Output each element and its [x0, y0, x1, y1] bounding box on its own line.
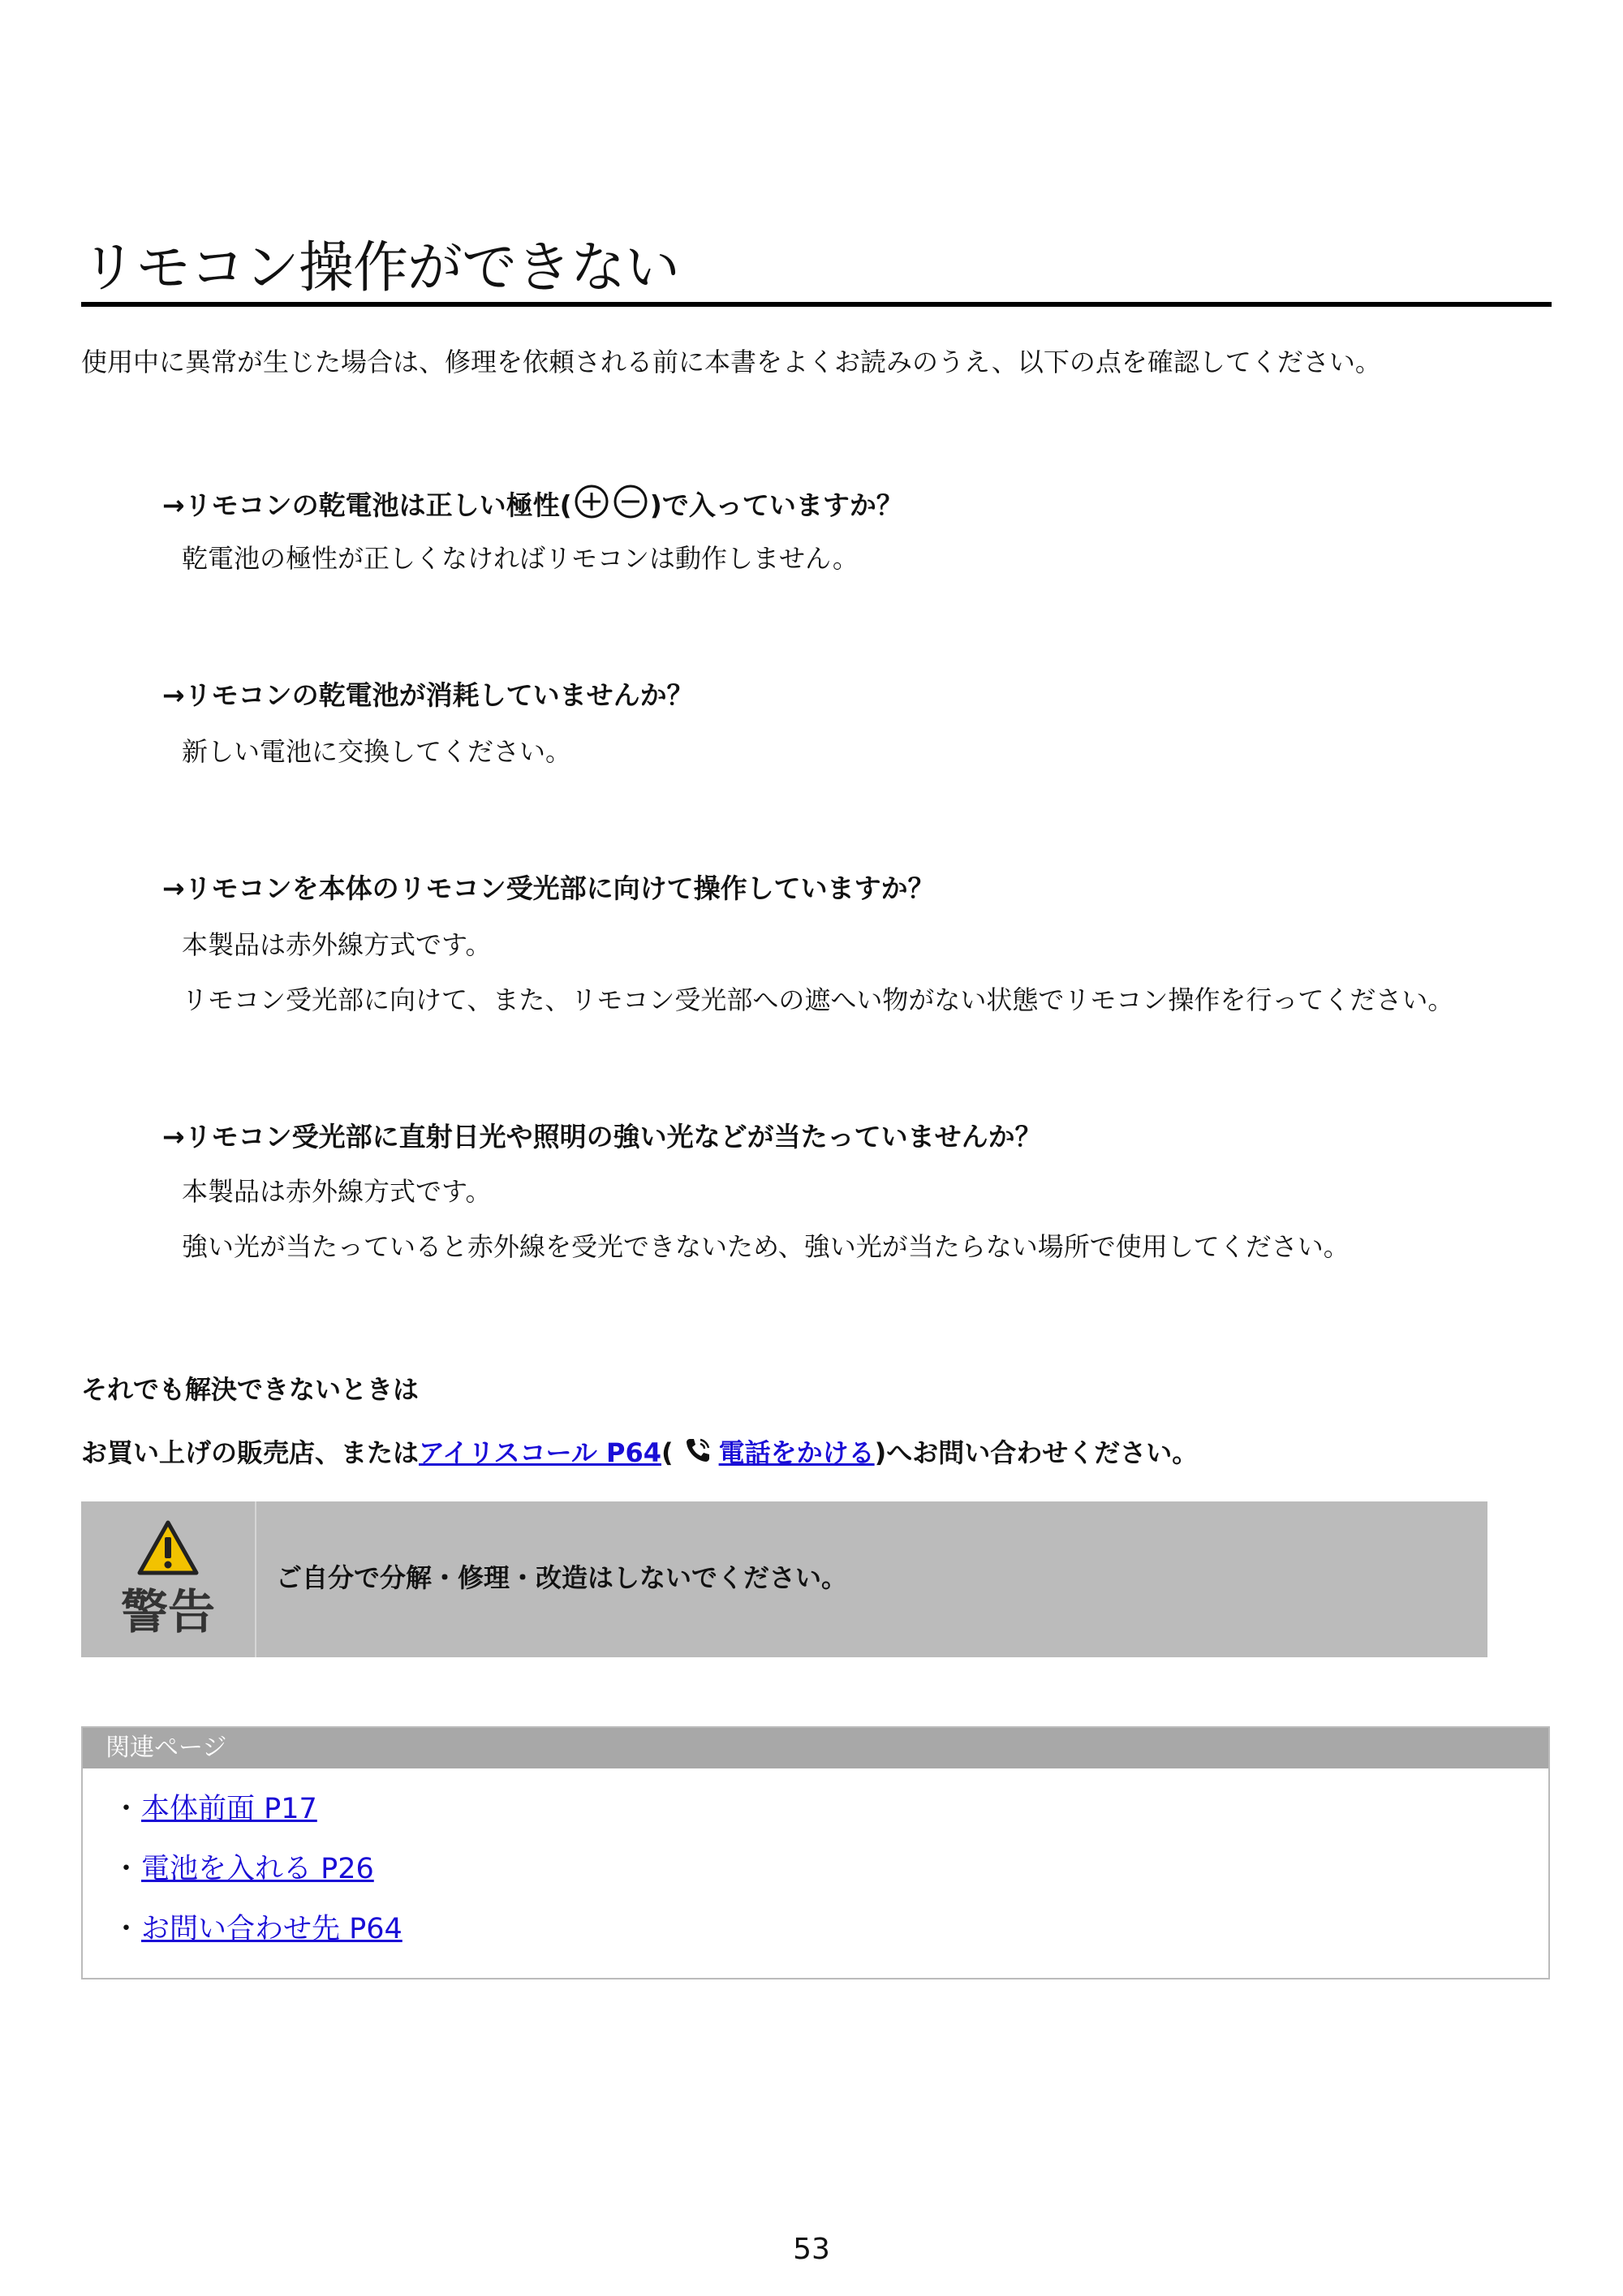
related-pages-header	[83, 1728, 1548, 1768]
check-3-answer-1: 本製品は赤外線方式です。	[182, 929, 492, 960]
related-link-contact[interactable]: お問い合わせ先 P64	[141, 1913, 403, 1945]
plus-circle-icon	[574, 484, 609, 529]
contact-text-before: お買い上げの販売店、または	[81, 1437, 420, 1468]
contact-line	[81, 1435, 1198, 1474]
warning-triangle-icon	[136, 1519, 200, 1576]
related-pages-list	[112, 1791, 403, 1971]
check-1-question-start: →リモコンの乾電池は正しい極性(	[162, 489, 572, 521]
related-link-front-panel[interactable]: 本体前面 P17	[141, 1793, 317, 1825]
page-number: 53	[793, 2233, 830, 2266]
check-1-question	[162, 484, 903, 529]
warning-box	[81, 1501, 1487, 1657]
bullet: ・	[112, 1793, 141, 1825]
still-unresolved-heading: それでも解決できないときは	[81, 1374, 420, 1405]
check-1-answer: 乾電池の極性が正しくなければリモコンは動作しません。	[182, 543, 859, 574]
check-2-answer: 新しい電池に交換してください。	[182, 736, 572, 767]
check-3-answer-2: リモコン受光部に向けて、また、リモコン受光部への遮へい物がない状態でリモコン操作を行ってください。	[182, 984, 1454, 1015]
phone-icon	[683, 1436, 712, 1474]
related-pages-title: 関連ページ	[105, 1734, 227, 1762]
bullet: ・	[112, 1913, 141, 1945]
warning-text: ご自分で分解・修理・改造はしないでください。	[276, 1562, 848, 1593]
intro-text: 使用中に異常が生じた場合は、修理を依頼される前に本書をよくお読みのうえ、以下の点を確認してください。	[81, 347, 1381, 377]
title-rule	[81, 302, 1552, 307]
list-item	[112, 1911, 403, 1947]
minus-circle-icon	[613, 484, 648, 529]
contact-text-after: )へお問い合わせください。	[874, 1437, 1199, 1468]
iris-call-link[interactable]: アイリスコール P64	[419, 1437, 661, 1468]
check-4-answer-1: 本製品は赤外線方式です。	[182, 1176, 492, 1207]
warning-badge	[81, 1501, 256, 1657]
check-4-question: →リモコン受光部に直射日光や照明の強い光などが当たっていませんか？	[162, 1121, 1042, 1152]
related-pages-box	[81, 1726, 1550, 1979]
check-3-question: →リモコンを本体のリモコン受光部に向けて操作していますか？	[162, 872, 935, 904]
check-2-question: →リモコンの乾電池が消耗していませんか？	[162, 679, 694, 711]
contact-paren-open: (	[661, 1437, 674, 1468]
page-title: リモコン操作ができない	[81, 236, 680, 300]
phone-call-link[interactable]: 電話をかける	[718, 1437, 875, 1468]
warning-label: 警告	[120, 1584, 215, 1639]
list-item	[112, 1791, 403, 1827]
check-4-answer-2: 強い光が当たっていると赤外線を受光できないため、強い光が当たらない場所で使用してください。	[182, 1231, 1350, 1262]
check-1-question-end: )で入っていますか？	[649, 489, 903, 521]
bullet: ・	[112, 1853, 141, 1885]
list-item	[112, 1851, 403, 1887]
related-link-insert-batteries[interactable]: 電池を入れる P26	[141, 1853, 374, 1885]
